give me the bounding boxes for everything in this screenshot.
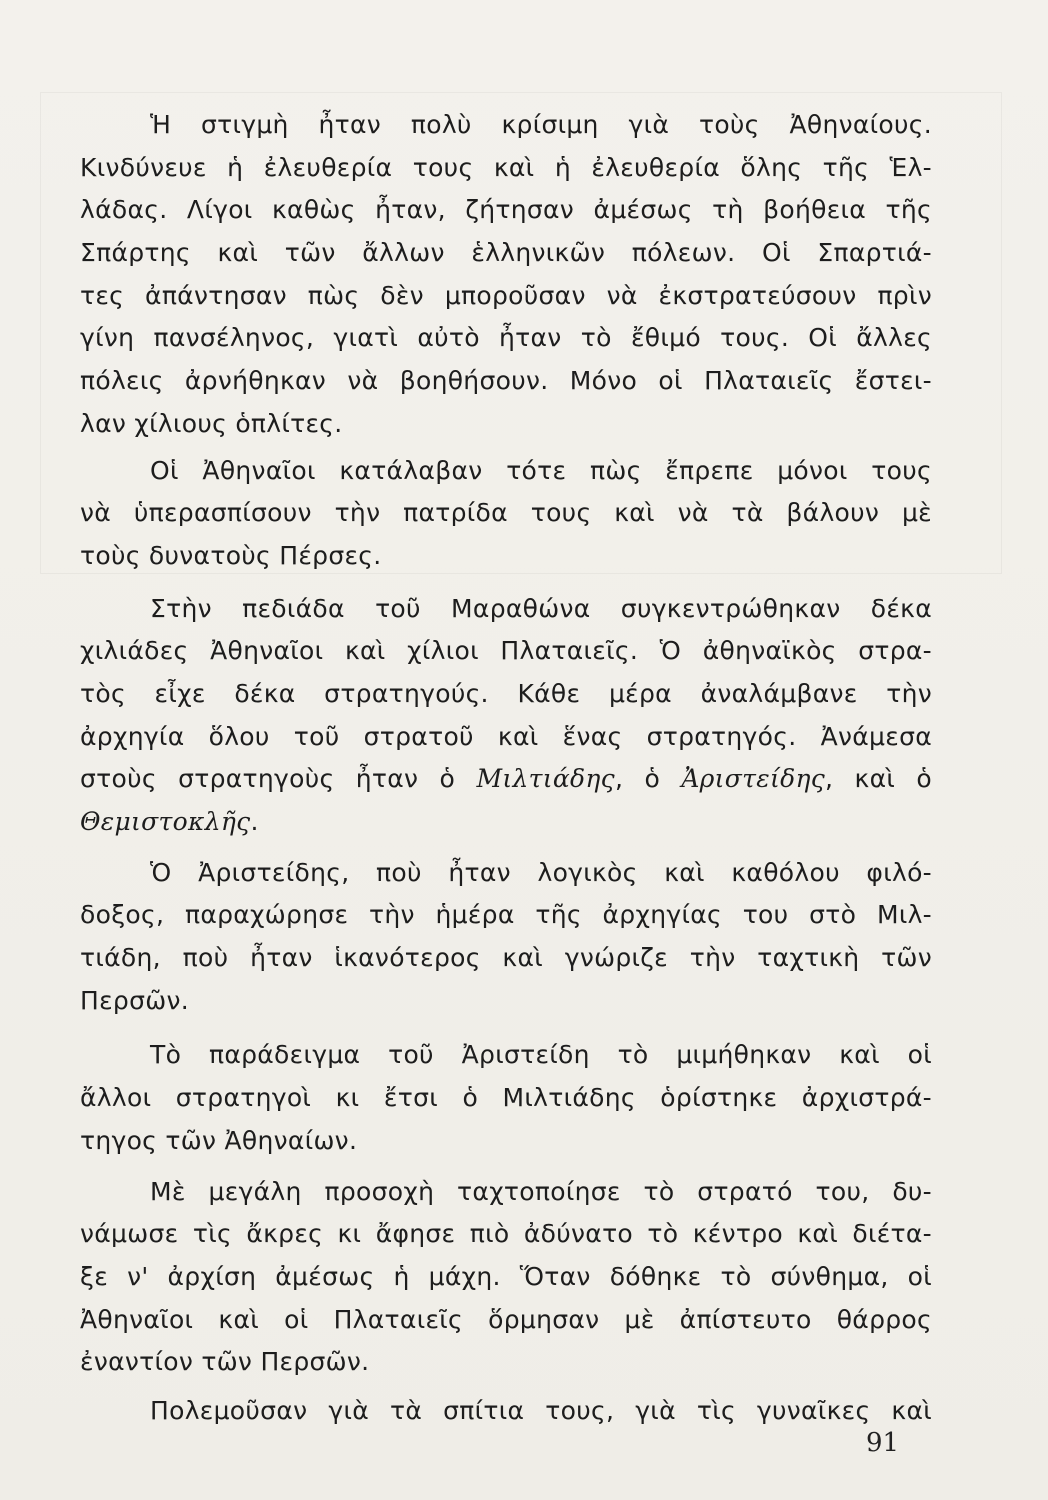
name-aristeides: Ἀριστείδης xyxy=(681,764,826,794)
page-number: 91 xyxy=(866,1428,900,1458)
text-line: τες ἀπάντησαν πὼς δὲν μποροῦσαν νὰ ἐκστρατεύσουν πρὶν xyxy=(80,280,932,310)
paragraph-5 xyxy=(80,1034,932,1162)
text-line: λαν χίλιους ὁπλίτες. xyxy=(80,408,343,438)
text-line: πόλεις ἀρνήθηκαν νὰ βοηθήσουν. Μόνο οἱ Πλαταιεῖς ἔστει- xyxy=(80,366,932,396)
text-line: ξε ν' ἀρχίση ἀμέσως ἡ μάχη. Ὅταν δόθηκε τὸ σύνθημα, οἱ xyxy=(80,1261,932,1291)
text-line: Μὲ μεγάλη προσοχὴ ταχτοποίησε τὸ στρατό του, δυ- xyxy=(150,1176,932,1206)
line-text: , καὶ ὁ xyxy=(825,764,932,794)
text-line: τιάδη, ποὺ ἦταν ἱκανότερος καὶ γνώριζε τὴν ταχτικὴ τῶν xyxy=(80,943,932,973)
text-line: γίνη πανσέληνος, γιατὶ αὐτὸ ἦταν τὸ ἔθιμό τους. Οἱ ἄλλες xyxy=(80,323,932,353)
text-line: λάδας. Λίγοι καθὼς ἦταν, ζήτησαν ἀμέσως τὴ βοήθεια τῆς xyxy=(80,195,932,225)
text-line: Κινδύνευε ἡ ἐλευθερία τους καὶ ἡ ἐλευθερία ὅλης τῆς Ἑλ- xyxy=(80,152,932,182)
text-line: τοὺς δυνατοὺς Πέρσες. xyxy=(80,540,382,570)
paragraph-3 xyxy=(80,588,932,844)
body-text xyxy=(80,104,932,1433)
line-text: . xyxy=(250,807,259,836)
paragraph-2 xyxy=(80,450,932,578)
text-line: νὰ ὑπερασπίσουν τὴν πατρίδα τους καὶ νὰ τὰ βάλουν μὲ xyxy=(80,498,932,528)
text-line: τηγος τῶν Ἀθηναίων. xyxy=(80,1125,358,1155)
text-line: Οἱ Ἀθηναῖοι κατάλαβαν τότε πὼς ἔπρεπε μόνοι τους xyxy=(150,455,932,485)
text-line: Ὁ Ἀριστείδης, ποὺ ἦταν λογικὸς καὶ καθόλου φιλό- xyxy=(150,857,932,887)
text-line: ἀρχηγία ὅλου τοῦ στρατοῦ καὶ ἕνας στρατηγός. Ἀνάμεσα xyxy=(80,721,932,751)
text-line: Ἀθηναῖοι καὶ οἱ Πλαταιεῖς ὅρμησαν μὲ ἀπίστευτο θάρρος xyxy=(80,1304,932,1334)
text-line-with-name xyxy=(80,801,932,844)
text-line: Περσῶν. xyxy=(80,985,189,1015)
text-line: νάμωσε τὶς ἄκρες κι ἄφησε πιὸ ἀδύνατο τὸ κέντρο καὶ διέτα- xyxy=(80,1219,932,1249)
paragraph-6 xyxy=(80,1171,932,1384)
text-line: τὸς εἶχε δέκα στρατηγούς. Κάθε μέρα ἀναλάμβανε τὴν xyxy=(80,678,932,708)
text-line: Ἡ στιγμὴ ἦταν πολὺ κρίσιμη γιὰ τοὺς Ἀθηναίους. xyxy=(150,110,932,139)
name-miltiades: Μιλτιάδης xyxy=(476,764,615,794)
text-line: Στὴν πεδιάδα τοῦ Μαραθώνα συγκεντρώθηκαν δέκα xyxy=(150,593,932,623)
text-line: Τὸ παράδειγμα τοῦ Ἀριστείδη τὸ μιμήθηκαν καὶ οἱ xyxy=(150,1040,932,1070)
paragraph-7 xyxy=(80,1390,932,1433)
text-line: δοξος, παραχώρησε τὴν ἡμέρα τῆς ἀρχηγίας του στὸ Μιλ- xyxy=(80,900,932,930)
text-line: Πολεμοῦσαν γιὰ τὰ σπίτια τους, γιὰ τὶς γυναῖκες καὶ xyxy=(150,1395,932,1425)
text-line: Σπάρτης καὶ τῶν ἄλλων ἑλληνικῶν πόλεων. Οἱ Σπαρτιά- xyxy=(80,238,932,268)
text-line: ἄλλοι στρατηγοὶ κι ἔτσι ὁ Μιλτιάδης ὁρίστηκε ἀρχιστρά- xyxy=(80,1083,932,1113)
paragraph-1 xyxy=(80,104,932,446)
line-text: , ὁ xyxy=(614,764,682,794)
text-line: χιλιάδες Ἀθηναῖοι καὶ χίλιοι Πλαταιεῖς. Ὁ ἀθηναϊκὸς στρα- xyxy=(80,636,932,666)
text-line-with-names xyxy=(80,758,932,801)
paragraph-4 xyxy=(80,852,932,1023)
line-text: στοὺς στρατηγοὺς ἦταν ὁ xyxy=(80,764,477,794)
name-themistokles: Θεμιστοκλῆς xyxy=(80,807,251,836)
text-line: ἐναντίον τῶν Περσῶν. xyxy=(80,1347,370,1377)
